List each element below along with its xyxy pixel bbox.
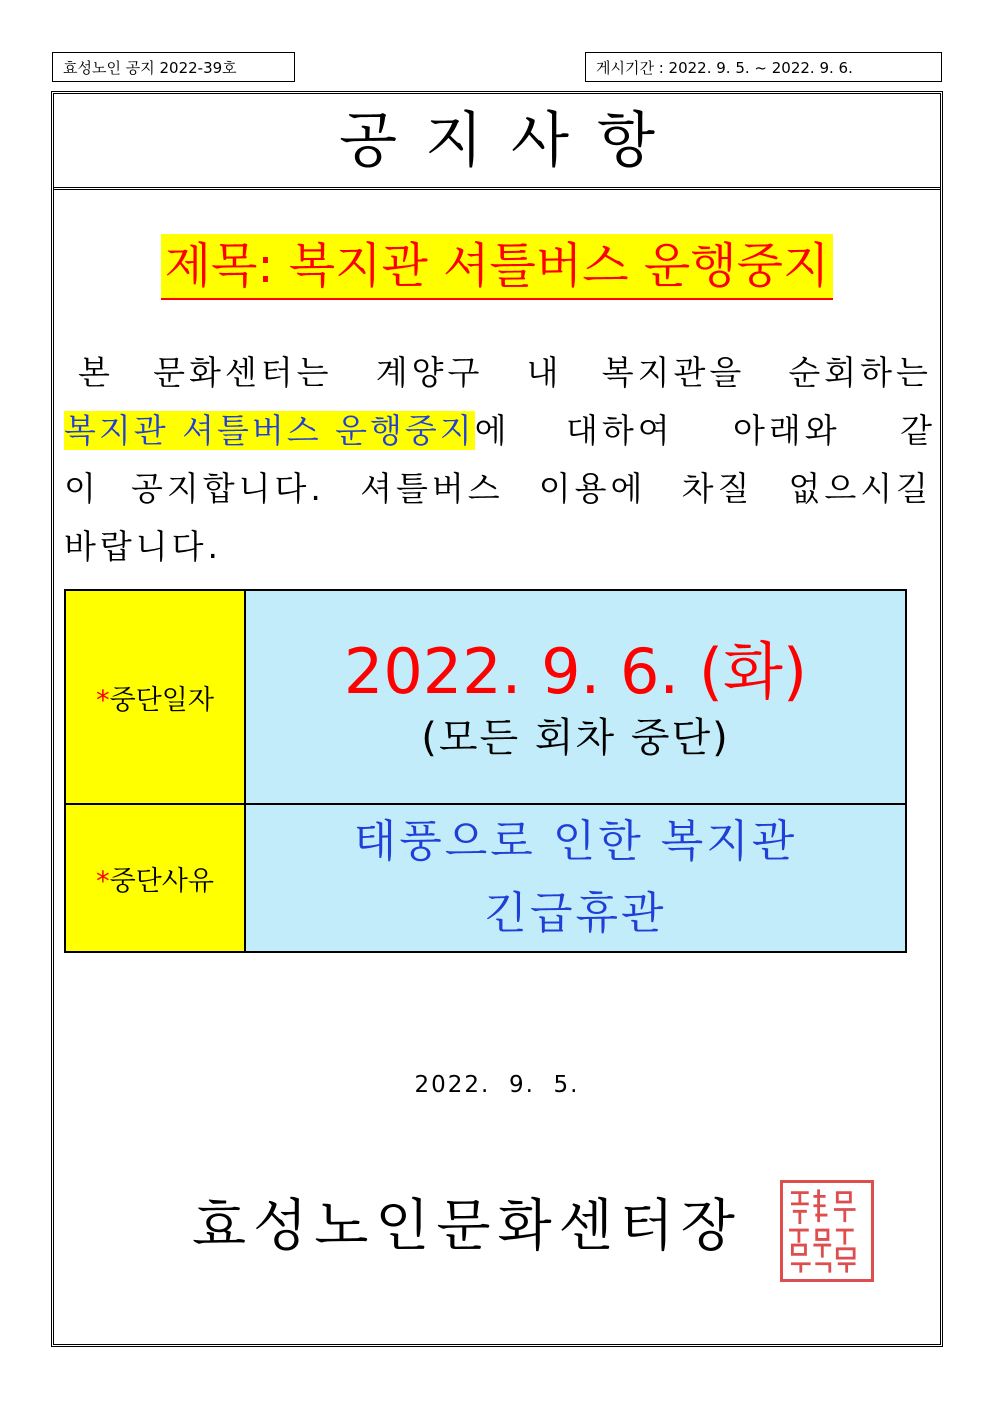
table-row [65,590,906,804]
body-word: 없으시길 [788,469,932,508]
body-word: 계양구 [375,353,484,392]
body-word: 차질 [681,469,754,508]
subject-wrap [54,234,940,300]
stop-reason-line-2: 긴급휴관 [484,888,667,939]
issue-date: 2022. 9. 5. [414,1072,580,1098]
star-marker: * [96,865,110,897]
title-row [54,94,940,190]
stop-reason-label [65,804,245,952]
stop-reason-line-1: 태풍으로 인한 복지관 [353,816,798,867]
notice-number: 효성노인 공지 2022-39호 [52,52,295,82]
body-line-4: 바랍니다. [64,527,223,566]
stop-date-label-text: 중단일자 [109,684,214,716]
body-line-1 [64,344,932,402]
body-word: 에 [474,411,507,450]
body-word: 본 [78,353,110,392]
body-word: 공지합니다. [131,469,325,508]
notice-frame [51,91,943,1347]
subject-heading: 제목: 복지관 셔틀버스 운행중지 [161,234,834,300]
signature: 효성노인문화센터장 [192,1194,742,1259]
official-seal-icon [780,1180,874,1282]
body-word: 아래와 [733,411,841,450]
table-row [65,804,906,952]
body-highlight-group [64,402,507,460]
body-word: 문화센터는 [153,353,333,392]
stop-date-note: (모든 회차 중단) [421,715,730,761]
page-title: 공지사항 [339,105,683,176]
info-table [64,589,907,953]
body-word: 이 [64,469,96,508]
stop-date-cell [245,590,906,804]
body-word: 복지관을 [601,353,746,392]
star-marker: * [96,684,110,716]
body-word: 이용에 [538,469,647,508]
body-word: 내 [526,353,559,392]
stop-reason-cell [245,804,906,952]
seal-drawing [783,1183,871,1279]
body-word: 셔틀버스 [360,469,504,508]
body-line-2 [64,402,932,460]
body-word: 같 [900,411,932,450]
stop-reason-label-text: 중단사유 [109,865,214,897]
stop-date-value: 2022. 9. 6. (화) [343,635,808,708]
body-word: 순회하는 [788,353,932,392]
body-line-3 [64,460,932,518]
body-highlight: 복지관 셔틀버스 운행중지 [64,411,475,450]
body-word: 대하여 [565,411,674,450]
posting-period: 게시기간 : 2022. 9. 5. ~ 2022. 9. 6. [585,52,942,82]
stop-date-label [65,590,245,804]
